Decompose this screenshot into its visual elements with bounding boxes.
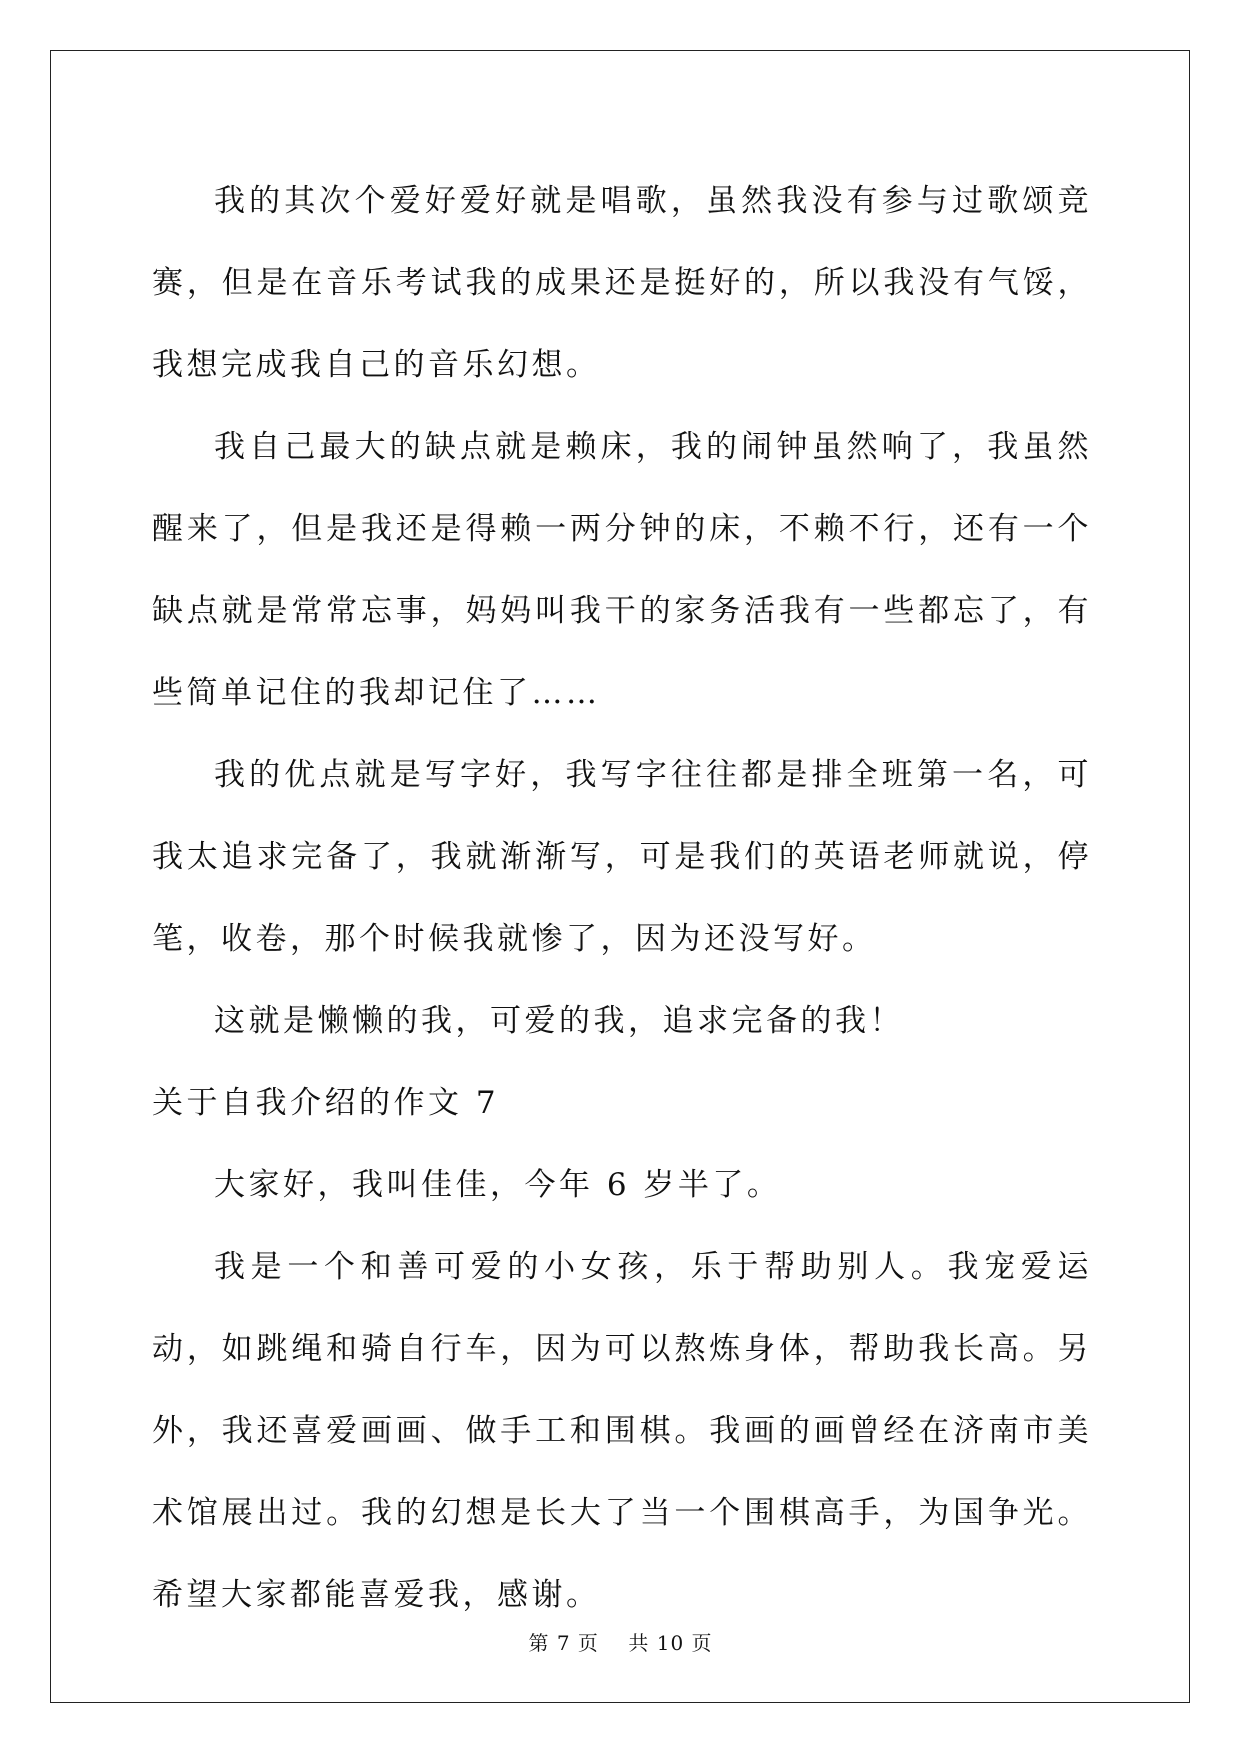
paragraph-conclusion: 这就是懒懒的我，可爱的我，追求完备的我！	[214, 1003, 904, 1039]
paragraph-greeting: 大家好，我叫佳佳，今年 6 岁半了。	[214, 1167, 782, 1203]
paragraph-hobby-singing: 我的其次个爱好爱好就是唱歌，虽然我没有参与过歌颂竞赛，但是在音乐考试我的成果还是挺好的，所以我没有气馁，我想完成我自己的音乐幻想。	[152, 183, 1092, 383]
document-body	[152, 160, 1092, 1636]
page-total: 共 10 页	[628, 1631, 713, 1655]
paragraph-introduction: 我是一个和善可爱的小女孩，乐于帮助别人。我宠爱运动，如跳绳和骑自行车，因为可以熬炼身体，帮助我长高。另外，我还喜爱画画、做手工和围棋。我画的画曾经在济南市美术馆展出过。我的幻想是长大了当一个围棋高手，为国争光。希望大家都能喜爱我，感谢。	[152, 1249, 1092, 1613]
page-number: 第 7 页	[528, 1631, 599, 1655]
page-footer	[0, 1627, 1241, 1656]
section-heading: 关于自我介绍的作文 7	[152, 1085, 500, 1121]
paragraph-strengths: 我的优点就是写字好，我写字往往都是排全班第一名，可我太追求完备了，我就渐渐写，可是我们的英语老师就说，停笔，收卷，那个时候我就惨了，因为还没写好。	[152, 757, 1092, 957]
paragraph-shortcomings: 我自己最大的缺点就是赖床，我的闹钟虽然响了，我虽然醒来了，但是我还是得赖一两分钟的床，不赖不行，还有一个缺点就是常常忘事，妈妈叫我干的家务活我有一些都忘了，有些简单记住的我却记住了……	[152, 429, 1092, 711]
